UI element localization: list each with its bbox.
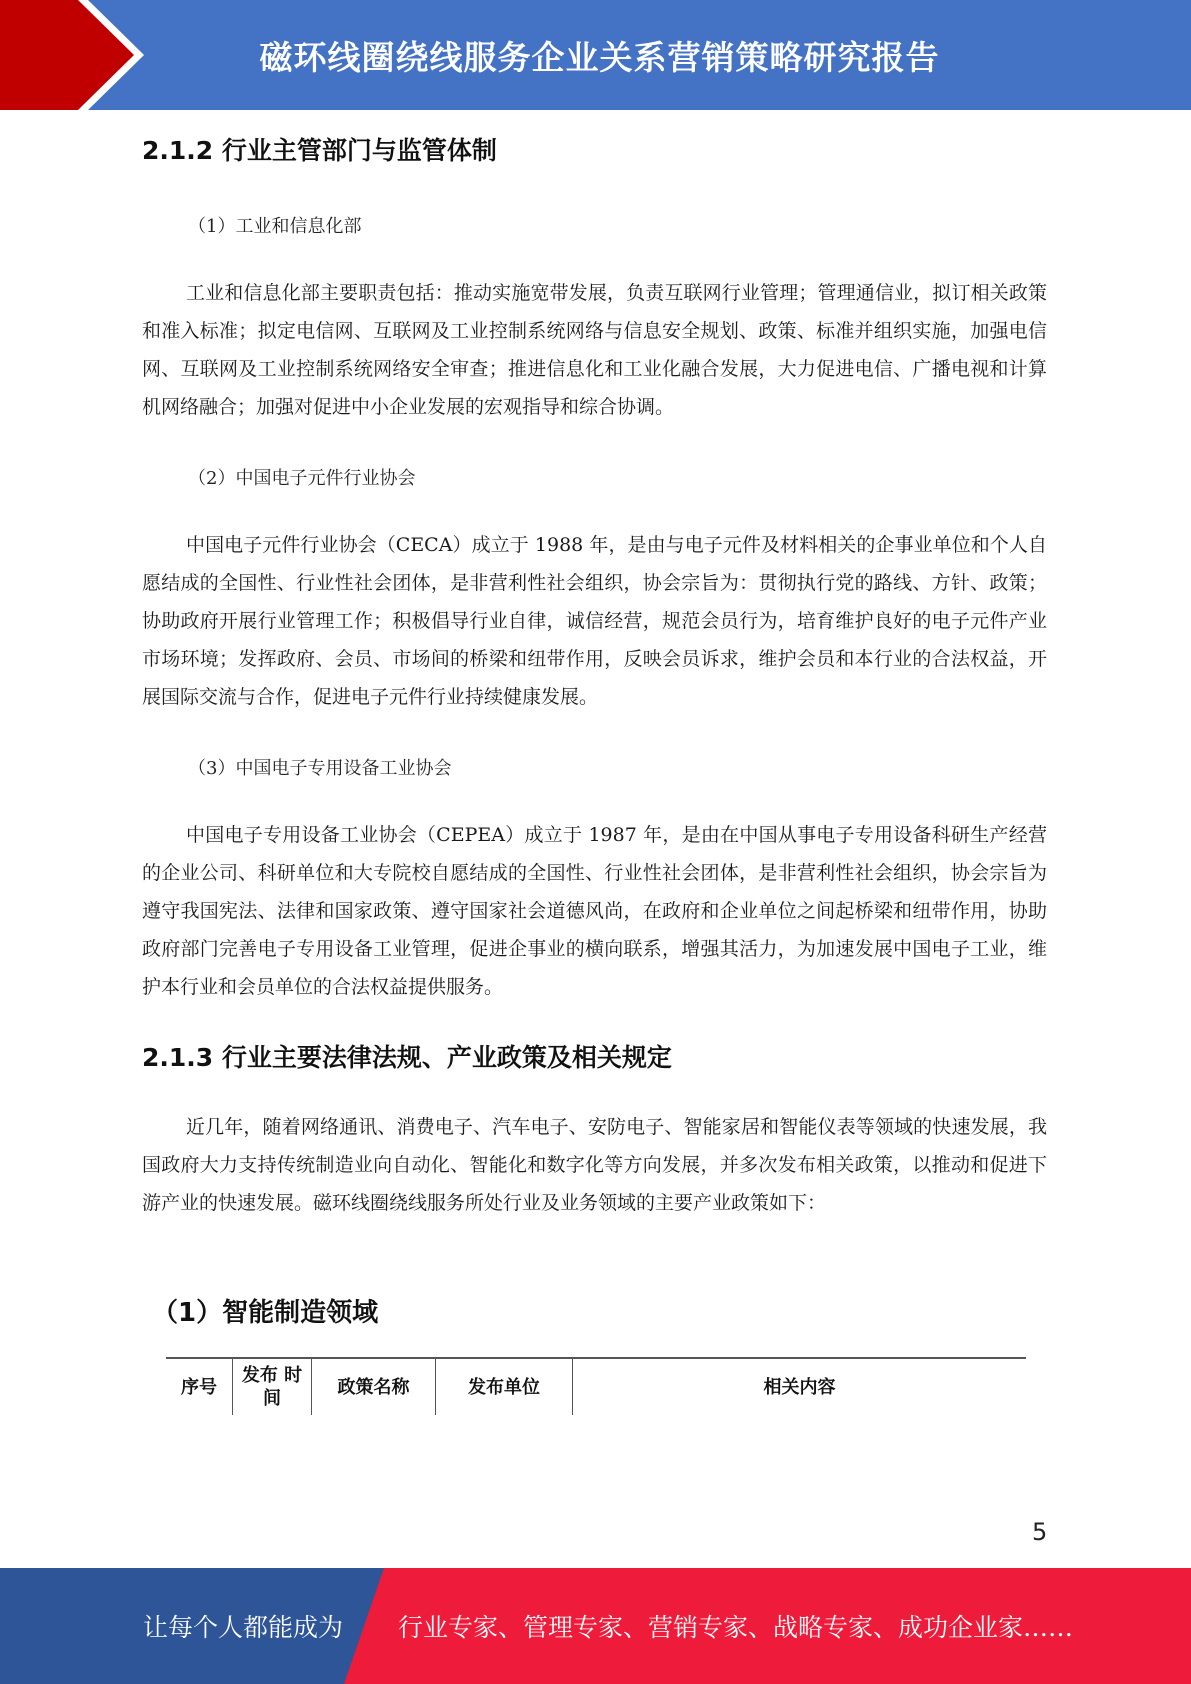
policy-table (166, 1357, 1026, 1415)
paragraph-ceca: 中国电子元件行业协会（CECA）成立于 1988 年，是由与电子元件及材料相关的企事业单位和个人自愿结成的全国性、行业性社会团体，是非营利性社会组织，协会宗旨为：贯彻执行党的路线、方针、政策；协助政府开展行业管理工作；积极倡导行业自律，诚信经营，规范会员行为，培育维护良好的电子元件产业市场环境；发挥政府、会员、市场间的桥梁和纽带作用，反映会员诉求，维护会员和本行业的合法权益，开展国际交流与合作，促进电子元件行业持续健康发展。 (142, 534, 1047, 708)
section-heading-2-1-3: 2.1.3 行业主要法律法规、产业政策及相关规定 (142, 1043, 672, 1072)
page-number: 5 (1032, 1518, 1048, 1546)
subheading-miit: （1）工业和信息化部 (188, 216, 362, 237)
paragraph-cepea: 中国电子专用设备工业协会（CEPEA）成立于 1987 年，是由在中国从事电子专用设备科研生产经营的企业公司、科研单位和大专院校自愿结成的全国性、行业性社会团体，是非营利性社会组织，协会宗旨为遵守我国宪法、法律和国家政策、遵守国家社会道德风尚，在政府和企业单位之间起桥梁和纽带作用，协助政府部门完善电子专用设备工业管理，促进企事业的横向联系，增强其活力，为加速发展中国电子工业，维护本行业和会员单位的合法权益提供服务。 (142, 824, 1047, 998)
subheading-smart-manufacturing: （1）智能制造领域 (152, 1298, 379, 1328)
column-header-content: 相关内容 (573, 1358, 1027, 1415)
column-header-issuer: 发布单位 (436, 1358, 573, 1415)
section-heading-2-1-2: 2.1.2 行业主管部门与监管体制 (142, 136, 497, 165)
page-footer (0, 1568, 1191, 1684)
subheading-ceca: （2）中国电子元件行业协会 (188, 468, 416, 489)
paragraph-policy-intro: 近几年，随着网络通讯、消费电子、汽车电子、安防电子、智能家居和智能仪表等领域的快速发展，我国政府大力支持传统制造业向自动化、智能化和数字化等方向发展，并多次发布相关政策，以推动和促进下游产业的快速发展。磁环线圈绕线服务所处行业及业务领域的主要产业政策如下： (142, 1116, 1047, 1214)
column-header-date: 发布 时间 (233, 1358, 312, 1415)
paragraph-miit: 工业和信息化部主要职责包括：推动实施宽带发展，负责互联网行业管理；管理通信业，拟订相关政策和准入标准；拟定电信网、互联网及工业控制系统网络与信息安全规划、政策、标准并组织实施，加强电信网、互联网及工业控制系统网络安全审查；推进信息化和工业化融合发展，大力促进电信、广播电视和计算机网络融合；加强对促进中小企业发展的宏观指导和综合协调。 (142, 282, 1047, 418)
footer-slogan-left: 让每个人都能成为 (143, 1613, 344, 1642)
column-header-index: 序号 (166, 1358, 233, 1415)
page-header (0, 0, 1191, 110)
table-header-row (166, 1358, 1026, 1415)
column-header-policy-name: 政策名称 (312, 1358, 436, 1415)
subheading-cepea: （3）中国电子专用设备工业协会 (188, 758, 452, 779)
document-title: 磁环线圈绕线服务企业关系营销策略研究报告 (259, 37, 940, 77)
footer-slogan-right: 行业专家、管理专家、营销专家、战略专家、成功企业家…… (398, 1613, 1074, 1642)
